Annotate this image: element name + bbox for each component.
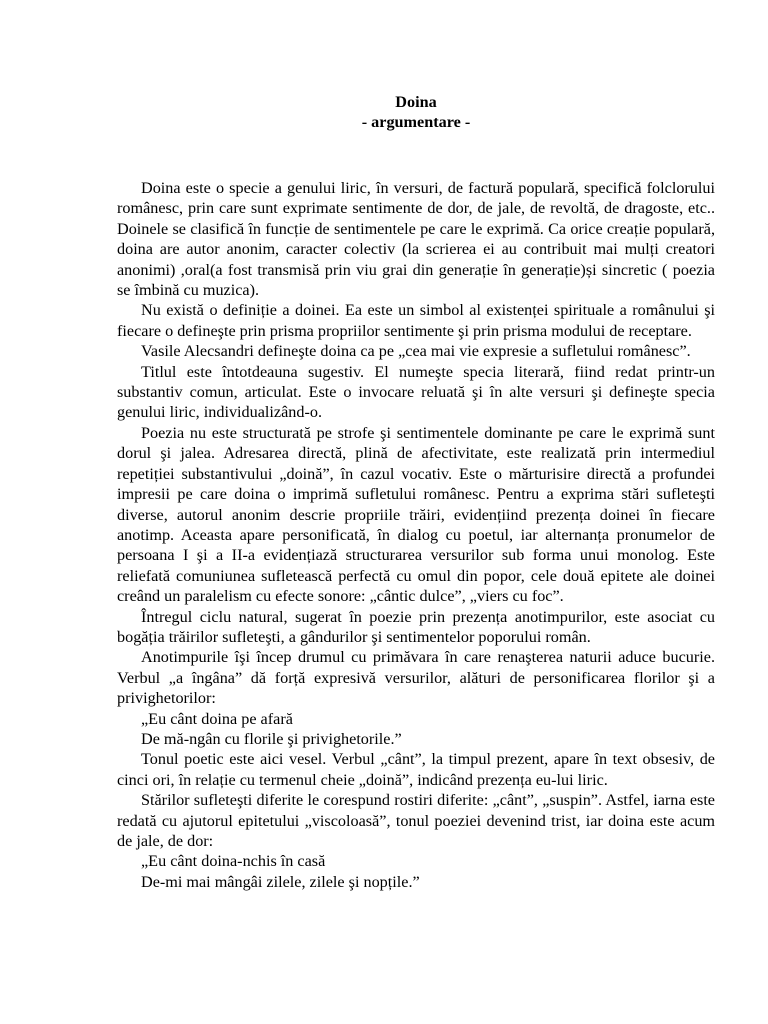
paragraph: Poezia nu este structurată pe strofe şi sentimentele dominante pe care le exprimă sunt dorul şi jalea. Adresarea directă, plină de afectivitate, este realizată prin intermediul repetiției substantivului „doină”, în cazul vocativ. Este o mărturisire directă a profundei impresii pe care doina o imprimă sufletului românesc. Pentru a exprima stări sufleteşti diverse, autorul anonim descrie propriile trăiri, evidențiind prezența doinei în fiecare anotimp. Aceasta apare personificată, în dialog cu poetul, iar alternanța pronumelor de persoana I şi a II-a evidențiază structurarea versurilor sub forma unui monolog. Este reliefată comuniunea sufletească perfectă cu omul din popor, cele două epitete ale doinei creând un paralelism cu efecte sonore: „cântic dulce”, „viers cu foc”. <box>117 423 715 606</box>
verse-line: „Eu cânt doina pe afară <box>141 709 293 728</box>
verse-line: De-mi mai mângâi zilele, zilele şi nopțile.” <box>141 872 420 891</box>
paragraph: Întregul ciclu natural, sugerat în poezie prin prezența anotimpurilor, este asociat cu bogăția trăirilor sufleteşti, a gândurilor şi sentimentelor poporului român. <box>117 607 715 646</box>
paragraph: Doina este o specie a genului liric, în versuri, de factură populară, specifică folclorului românesc, prin care sunt exprimate sentimente de dor, de jale, de revoltă, de dragoste, etc.. Doinele se clasifică în funcție de sentimentele pe care le exprimă. Ca orice creație populară, doina are autor anonim, caracter colectiv (la scrierea ei au contribuit mai mulți creatori anonimi) ,oral(a fost transmisă prin viu grai din generație în generație)și sincretic ( poezia se îmbină cu muzica). <box>117 179 715 300</box>
paragraph: Titlul este întotdeauna sugestiv. El numeşte specia literară, fiind redat printr-un substantiv comun, articulat. Este o invocare reluată şi în alte versuri şi defineşte specia genului liric, individualizând-o. <box>117 362 715 422</box>
paragraph: Tonul poetic este aici vesel. Verbul „cânt”, la timpul prezent, apare în text obsesiv, de cinci ori, în relație cu termenul cheie „doină”, indicând prezența eu-lui liric. <box>117 750 715 789</box>
document-subtitle: - argumentare - <box>361 113 471 131</box>
paragraph: Vasile Alecsandri defineşte doina ca pe „cea mai vie expresie a sufletului românesc”. <box>141 342 691 361</box>
paragraph: Anotimpurile îşi încep drumul cu primăvara în care renaşterea naturii aduce bucurie. Verbul „a îngâna” dă forță expresivă versurilor, alături de personificarea florilor şi a privighetorilor: <box>117 648 715 708</box>
paragraph: Nu există o definiție a doinei. Ea este un simbol al existenței spirituale a românului şi fiecare o defineşte prin prisma propriilor sentimente şi prin prisma modului de receptare. <box>117 301 715 340</box>
verse-line: De mă-ngân cu florile şi privighetorile.” <box>141 729 402 748</box>
paragraph: Stărilor sufleteşti diferite le corespund rostiri diferite: „cânt”, „suspin”. Astfel, iarna este redată cu ajutorul epitetului „viscoloasă”, tonul poeziei devenind trist, iar doina este acum de jale, de dor: <box>117 791 715 850</box>
verse-line: „Eu cânt doina-nchis în casă <box>141 852 326 871</box>
document-page <box>117 92 715 892</box>
document-title: Doina <box>395 93 437 111</box>
